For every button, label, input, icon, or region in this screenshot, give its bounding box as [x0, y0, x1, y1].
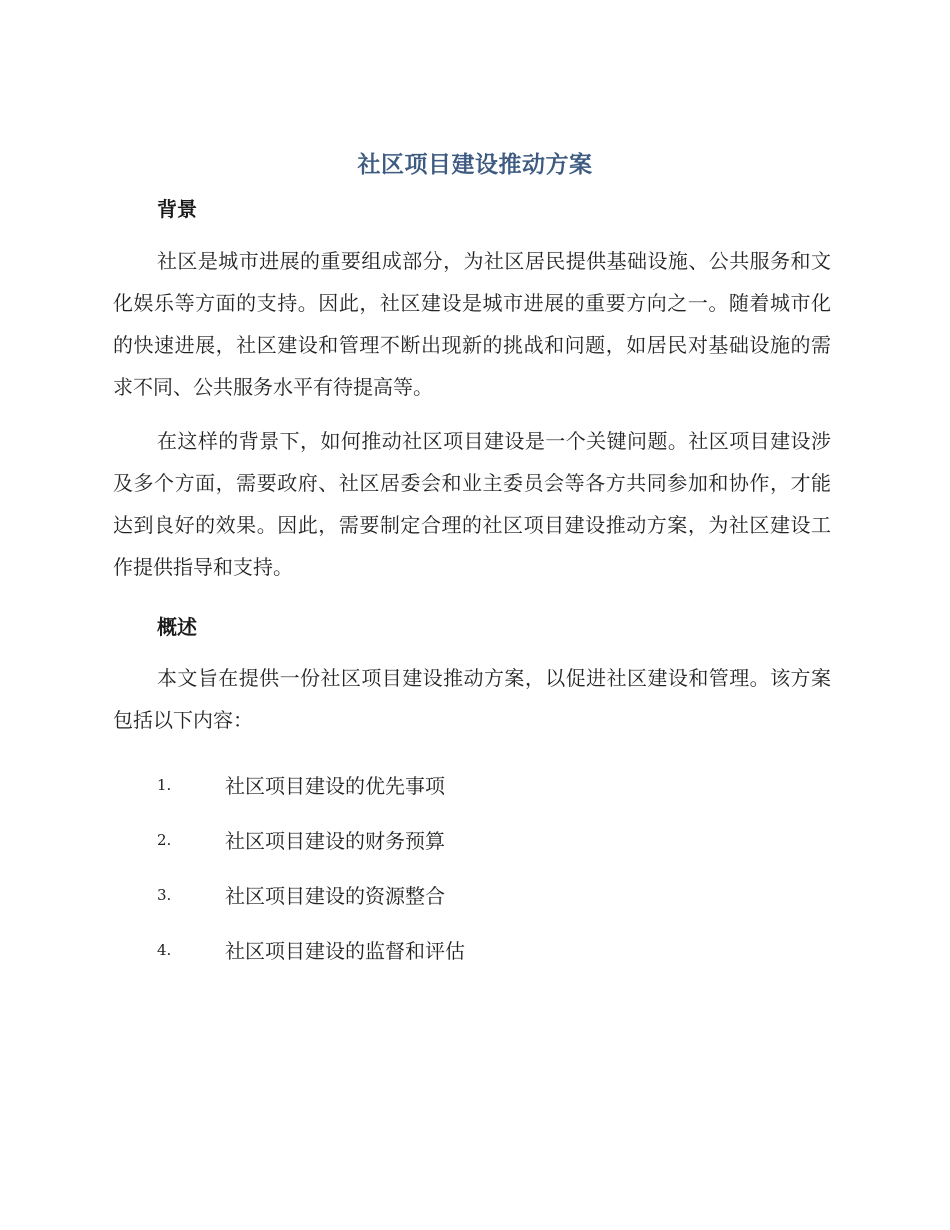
- list-item: [157, 922, 465, 977]
- list-item-number: 3.: [157, 885, 172, 904]
- list-item-text: 社区项目建设的监督和评估: [225, 939, 465, 963]
- list-item-number: 4.: [157, 940, 172, 959]
- list-item-text: 社区项目建设的优先事项: [225, 774, 445, 798]
- list-item: [157, 757, 465, 812]
- background-paragraph-2: 在这样的背景下，如何推动社区项目建设是一个关键问题。社区项目建设涉及多个方面，需要政府、社区居委会和业主委员会等各方共同参加和协作，才能达到良好的效果。因此，需要制定合理的社区项目建设推动方案，为社区建设工作提供指导和支持。: [113, 429, 831, 579]
- list-item-text: 社区项目建设的资源整合: [225, 884, 445, 908]
- list-item: [157, 867, 465, 922]
- background-paragraph-1: 社区是城市进展的重要组成部分，为社区居民提供基础设施、公共服务和文化娱乐等方面的支持。因此，社区建设是城市进展的重要方向之一。随着城市化的快速进展，社区建设和管理不断出现新的挑战和问题，如居民对基础设施的需求不同、公共服务水平有待提高等。: [113, 249, 831, 399]
- list-item-number: 2.: [157, 830, 172, 849]
- list-item: [157, 812, 465, 867]
- section-heading-overview: 概述: [157, 615, 197, 639]
- list-item-number: 1.: [157, 775, 172, 794]
- document-title: 社区项目建设推动方案: [357, 152, 593, 178]
- section-heading-background: 背景: [157, 197, 197, 221]
- list-item-text: 社区项目建设的财务预算: [225, 829, 445, 853]
- content-list: [157, 757, 465, 977]
- overview-paragraph: 本文旨在提供一份社区项目建设推动方案，以促进社区建设和管理。该方案包括以下内容：: [113, 666, 831, 732]
